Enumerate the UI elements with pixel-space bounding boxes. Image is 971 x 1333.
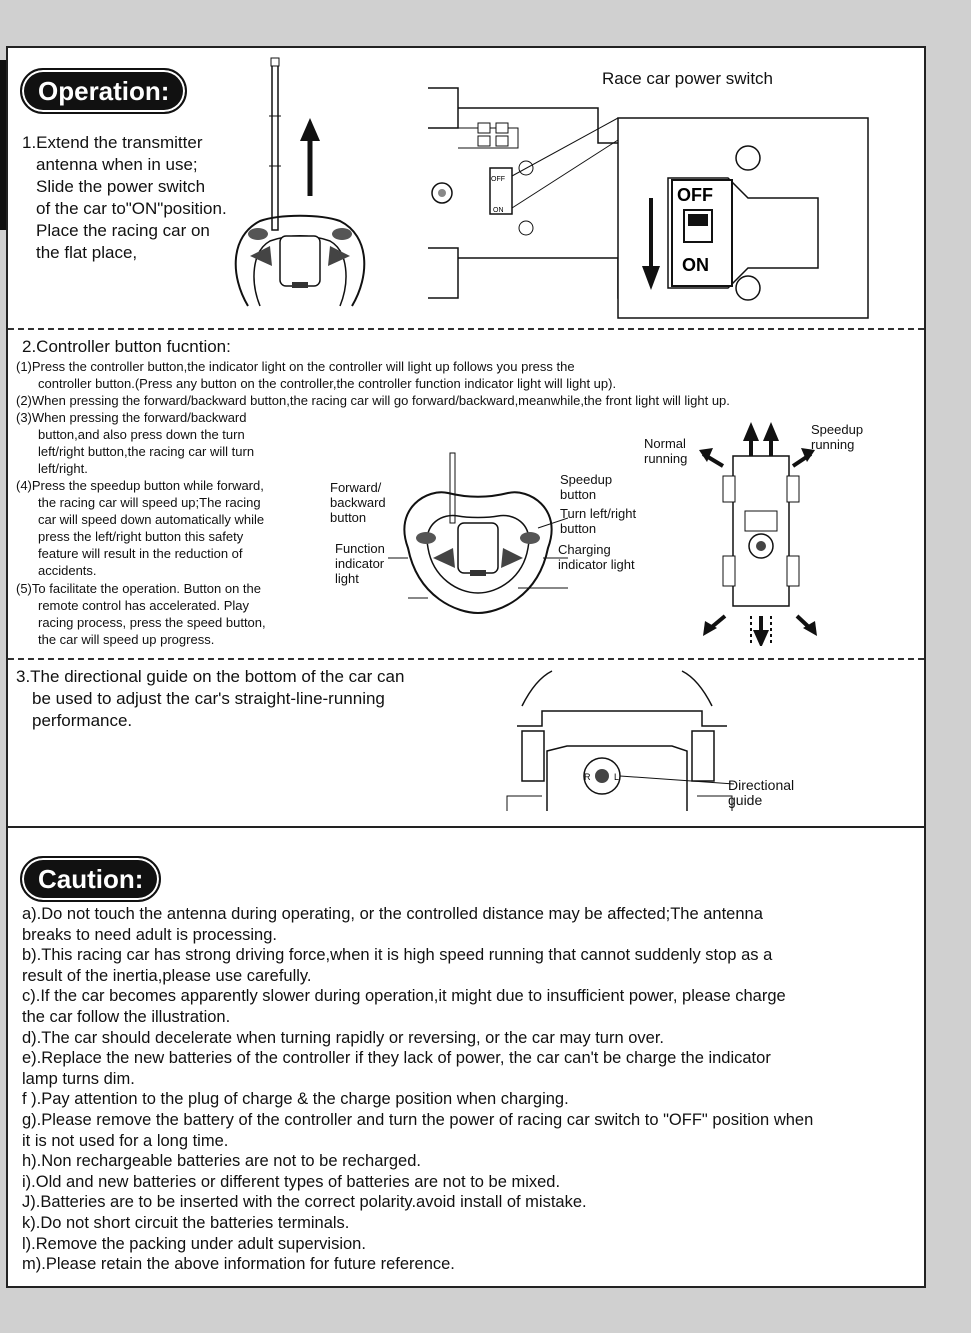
label-line: Forward/ (330, 480, 382, 495)
operation-badge: Operation: (20, 68, 187, 114)
label-line: running (644, 451, 688, 466)
caution-item (22, 1192, 912, 1213)
controller-item-1: (1)Press the controller button,the indicator light on the controller will light up follows you press the (16, 359, 575, 374)
item5-line: the car will speed up progress. (38, 632, 215, 647)
item4-line: press the left/right button this safety (38, 529, 244, 544)
caution-item (22, 1048, 912, 1089)
label-charging-light (558, 542, 635, 572)
caution-item (22, 1172, 912, 1193)
label-line: Turn left/right (560, 506, 637, 521)
on-label: ON (682, 255, 709, 275)
label-line: Speedup (811, 422, 864, 437)
caution-line: a).Do not touch the antenna during operating, or the controlled distance may be affected;The antenna (22, 905, 763, 923)
caution-item (22, 986, 912, 1027)
caution-line: breaks to need adult is processing. (22, 925, 277, 944)
transmitter-illustration (220, 56, 390, 311)
label-line: Function (335, 541, 385, 556)
item3-line: left/right. (38, 461, 88, 476)
label-line: guide (728, 792, 763, 808)
label-line: light (335, 571, 359, 586)
label-line: backward (330, 495, 386, 510)
directional-line: be used to adjust the car's straight-line-running (32, 689, 385, 708)
controller-item-1b: controller button.(Press any button on the controller,the controller function indicator light will light up). (38, 376, 617, 391)
directional-line: performance. (32, 711, 133, 730)
label-turn-button (560, 506, 636, 536)
caution-item (22, 1028, 912, 1049)
item5-line: remote control has accelerated. Play (38, 598, 249, 613)
car-running-diagram (693, 416, 823, 646)
dial-r: R (584, 772, 591, 782)
caution-line: h).Non rechargeable batteries are not to be recharged. (22, 1152, 421, 1171)
directional-guide-diagram (502, 666, 742, 811)
caution-item (22, 1089, 912, 1110)
caution-item (22, 945, 912, 986)
label-line: button (560, 521, 597, 536)
step1-line: of the car to"ON"position. (36, 199, 227, 218)
caution-line: k).Do not short circuit the batteries terminals. (22, 1213, 350, 1232)
controller-heading: 2.Controller button fucntion: (22, 337, 231, 356)
caution-item (22, 1151, 912, 1172)
item4-line: accidents. (38, 563, 97, 578)
manual-page (6, 46, 926, 1288)
item4-line: (4)Press the speedup button while forward, (16, 478, 264, 493)
caution-line: e).Replace the new batteries of the controller if they lack of power, the car can't be charge the indicator (22, 1049, 771, 1068)
controller-item-2: (2)When pressing the forward/backward button,the racing car will go forward/backward,meanwhile,the front light will light up. (16, 393, 730, 408)
caution-line: b).This racing car has strong driving force,when it is high speed running that cannot suddenly stop as a (22, 946, 773, 965)
step1-line: Place the racing car on (36, 221, 210, 240)
item5-line: (5)To facilitate the operation. Button on the (16, 581, 261, 596)
section-divider (8, 658, 924, 660)
label-line: button (330, 510, 367, 525)
label-line: Normal (644, 436, 686, 451)
directional-text (16, 666, 404, 732)
caution-line: the car follow the illustration. (22, 1007, 231, 1026)
caution-item (22, 904, 912, 945)
off-label: OFF (677, 185, 713, 205)
step1-line: 1.Extend the transmitter (22, 133, 203, 152)
label-speedup-button (560, 472, 612, 502)
step1-line: antenna when in use; (36, 155, 198, 174)
label-line: indicator light (558, 557, 635, 572)
caution-item (22, 1254, 912, 1275)
caution-line: result of the inertia,please use carefully. (22, 966, 312, 985)
label-line: running (811, 437, 855, 452)
step1-line: Slide the power switch (36, 177, 206, 196)
dial-l: L (614, 772, 620, 782)
caution-line: it is not used for a long time. (22, 1131, 229, 1150)
label-forward-backward (330, 480, 386, 525)
label-function-indicator (335, 541, 385, 586)
item4-line: feature will result in the reduction of (38, 546, 243, 561)
tiny-off-label: OFF (491, 176, 505, 183)
caution-badge: Caution: (20, 856, 161, 902)
item3-line: (3)When pressing the forward/backward (16, 410, 247, 425)
step1-text (22, 132, 227, 264)
controller-diagram (388, 448, 568, 618)
caution-line: f ).Pay attention to the plug of charge & the charge position when charging. (22, 1090, 569, 1109)
label-line: button (560, 487, 597, 502)
caution-item (22, 1213, 912, 1234)
caution-line: m).Please retain the above information for future reference. (22, 1255, 455, 1274)
label-normal-running (644, 436, 687, 466)
item4-line: the racing car will speed up;The racing (38, 495, 261, 510)
label-line: Directional (728, 777, 795, 793)
controller-item-4 (16, 477, 264, 579)
section-divider (8, 826, 924, 828)
caution-item (22, 1110, 912, 1151)
controller-item-5 (16, 580, 266, 648)
caution-list (22, 904, 912, 1275)
label-line: Speedup (560, 472, 613, 487)
caution-line: l).Remove the packing under adult supervision. (22, 1234, 366, 1253)
label-directional-guide (728, 778, 794, 808)
car-switch-illustration (418, 68, 878, 323)
controller-item-3 (16, 409, 254, 477)
label-speedup-running (811, 422, 863, 452)
label-line: Charging (558, 542, 611, 557)
caution-line: c).If the car becomes apparently slower during operation,it might due to insufficient power, please charge (22, 987, 786, 1006)
item3-line: left/right button,the racing car will turn (38, 444, 255, 459)
caution-line: g).Please remove the battery of the controller and turn the power of racing car switch to "OFF" position when (22, 1110, 814, 1129)
caution-line: lamp turns dim. (22, 1069, 135, 1088)
item5-line: racing process, press the speed button, (38, 615, 266, 630)
caution-line: d).The car should decelerate when turning rapidly or reversing, or the car may turn over. (22, 1028, 664, 1047)
step1-line: the flat place, (36, 243, 138, 262)
caution-line: i).Old and new batteries or different types of batteries are not to be mixed. (22, 1172, 561, 1191)
section-divider (8, 328, 924, 330)
power-switch-label: Race car power switch (602, 69, 774, 88)
tiny-on-label: ON (493, 207, 504, 214)
item3-line: button,and also press down the turn (38, 427, 245, 442)
directional-line: 3.The directional guide on the bottom of the car can (16, 667, 405, 686)
label-line: indicator (335, 556, 385, 571)
caution-item (22, 1234, 912, 1255)
item4-line: car will speed down automatically while (38, 512, 265, 527)
caution-line: J).Batteries are to be inserted with the correct polarity.avoid install of mistake. (22, 1193, 587, 1212)
